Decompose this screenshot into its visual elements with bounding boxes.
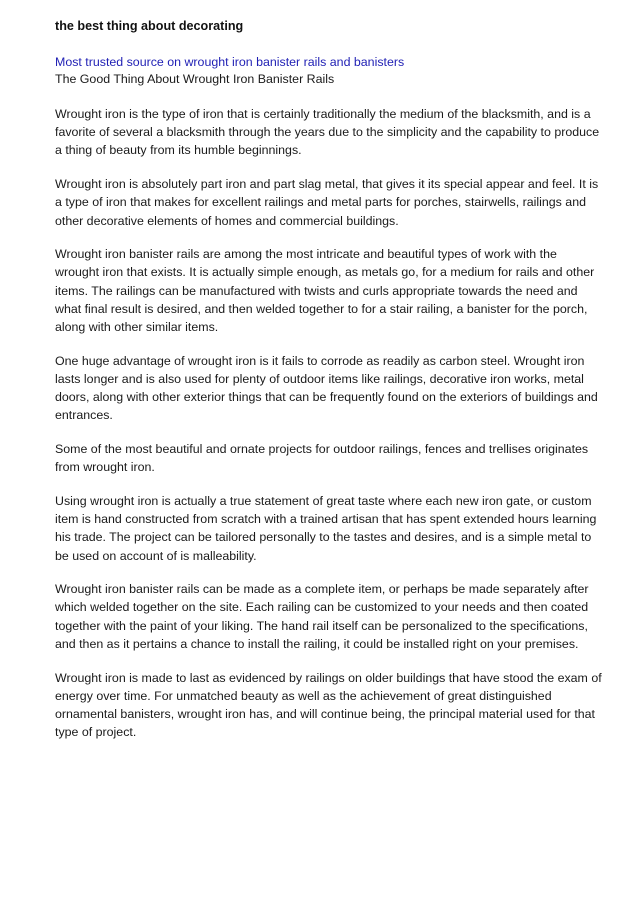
- paragraph-7: Wrought iron banister rails can be made as a complete item, or perhaps be made separately after which welded together on the site. Each railing can be customized to your needs and then coated together with the paint of your liking. The hand rail itself can be personalized to the specifications, and then as it pertains a chance to install the railing, it could be installed right on your premises.: [55, 582, 589, 651]
- paragraph-2: Wrought iron is absolutely part iron and part slag metal, that gives it its special appear and feel. It is a type of iron that makes for excellent railings and metal parts for porches, stairwells, railings and other decorative elements of homes and commercial buildings.: [55, 177, 599, 228]
- paragraph-4: One huge advantage of wrought iron is it fails to corrode as readily as carbon steel. Wrought iron lasts longer and is also used for plenty of outdoor items like railings, decorative iron works, metal doors, along with other exterior things that can be frequently found on the exteriors of buildings and entrances.: [55, 353, 598, 423]
- paragraph-6: Using wrought iron is actually a true statement of great taste where each new iron gate, or custom item is hand constructed from scratch with a trained artisan that has spent extended hours learning his trade. The project can be tailored personally to the tastes and desires, and is a simple metal to be used on account of is malleability.: [55, 493, 597, 563]
- document-title: the best thing about decorating: [55, 19, 244, 33]
- paragraph-8: Wrought iron is made to last as evidenced by railings on older buildings that have stood the exam of energy over time. For unmatched beauty as well as the achievement of great distinguished ornamental banisters, wrought iron has, and will continue being, the principal material used for that type of project.: [55, 670, 602, 740]
- document-page: [55, 18, 603, 757]
- wrought-iron-source-link[interactable]: Most trusted source on wrought iron banister rails and banisters: [55, 55, 405, 69]
- paragraph-1: Wrought iron is the type of iron that is certainly traditionally the medium of the blacksmith, and is a favorite of several a blacksmith through the years due to the simplicity and the capability to produce a thing of beauty from its humble beginnings.: [55, 107, 600, 158]
- paragraph-5: Some of the most beautiful and ornate projects for outdoor railings, fences and trellises originates from wrought iron.: [55, 442, 589, 475]
- document-subtitle: The Good Thing About Wrought Iron Banister Rails: [55, 72, 335, 86]
- paragraph-3: Wrought iron banister rails are among the most intricate and beautiful types of work with the wrought iron that exists. It is actually simple enough, as metals go, for a medium for rails and other items. The railings can be manufactured with twists and curls appropriate towards the need and what final result is desired, and then welded together to for a stair railing, a banister for the porch, along with other similar items.: [55, 247, 595, 335]
